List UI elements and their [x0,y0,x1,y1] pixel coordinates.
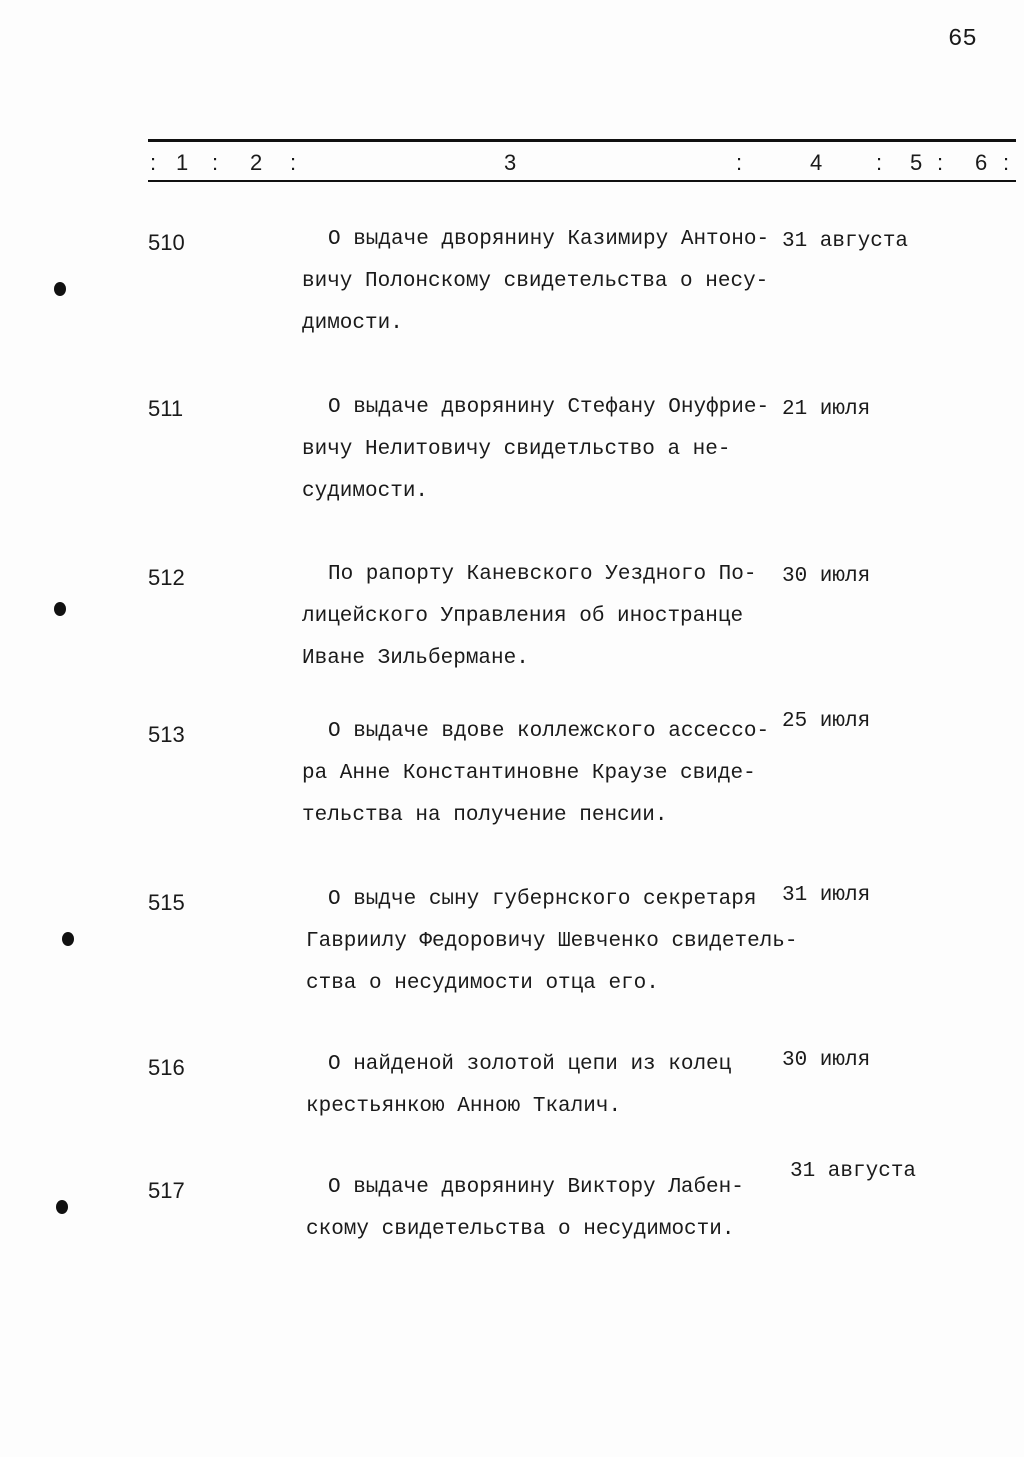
entry-text-line: скому свидетельства о несудимости. [306,1218,735,1241]
entry-text-line: О выдче сыну губернского секретаря [328,888,757,911]
entry-date: 30 июля [782,565,871,588]
entry-date: 31 августа [790,1160,917,1183]
column-separator: : [736,150,743,175]
column-number: 6 [975,150,988,175]
entry-date: 30 июля [782,1049,871,1072]
entry-text-line: лицейского Управления об иностранце [302,605,744,628]
header-rule-top [148,139,1016,142]
page-number: 65 [948,26,977,53]
entry-date: 31 июля [782,884,871,907]
punch-hole [54,602,66,616]
punch-hole [54,282,66,296]
punch-hole [56,1200,68,1214]
entry-text-line: ства о несудимости отца его. [306,972,659,995]
entry-text-line: О выдаче вдове коллежского ассессо- [328,720,770,743]
entry-text-line: тельства на получение пенсии. [302,804,668,827]
entry-text-line: По рапорту Каневского Уездного По- [328,563,757,586]
column-separator: : [937,150,944,175]
column-number: 3 [504,150,517,175]
column-number: 1 [176,150,189,175]
entry-date: 21 июля [782,398,871,421]
entry-text-line: судимости. [302,480,429,503]
entry-number: 516 [148,1055,185,1080]
entry-text-line: вичу Полонскому свидетельства о несу- [302,270,769,293]
entry-number: 513 [148,722,185,747]
punch-hole [62,932,74,946]
column-separator: : [212,150,219,175]
header-rule-bottom [148,180,1016,182]
entry-number: 511 [148,396,184,421]
entry-number: 510 [148,230,185,255]
entry-text-line: Иване Зильбермане. [302,647,529,670]
entry-text-line: ра Анне Константиновне Краузе свиде- [302,762,756,785]
column-number: 5 [910,150,923,175]
entry-number: 512 [148,565,185,590]
entry-text-line: димости. [302,312,403,335]
column-separator: : [150,150,157,175]
entry-text-line: О выдаче дворянину Стефану Онуфрие- [328,396,770,419]
entry-text-line: О выдаче дворянину Казимиру Антоно- [328,228,770,251]
entry-number: 515 [148,890,185,915]
entry-text-line: крестьянкою Анною Ткалич. [306,1095,622,1118]
column-separator: : [876,150,883,175]
column-separator: : [290,150,297,175]
entry-number: 517 [148,1178,185,1203]
entry-text-line: вичу Нелитовичу свидетльство а не- [302,438,731,461]
entry-date: 25 июля [782,710,871,733]
entry-text-line: О выдаче дворянину Виктору Лабен- [328,1176,744,1199]
entry-date: 31 августа [782,230,909,253]
entry-text-line: О найденой золотой цепи из колец [328,1053,732,1076]
column-number: 2 [250,150,263,175]
column-number: 4 [810,150,823,175]
entry-text-line: Гавриилу Федоровичу Шевченко свидетель- [306,930,798,953]
column-separator: : [1003,150,1010,175]
